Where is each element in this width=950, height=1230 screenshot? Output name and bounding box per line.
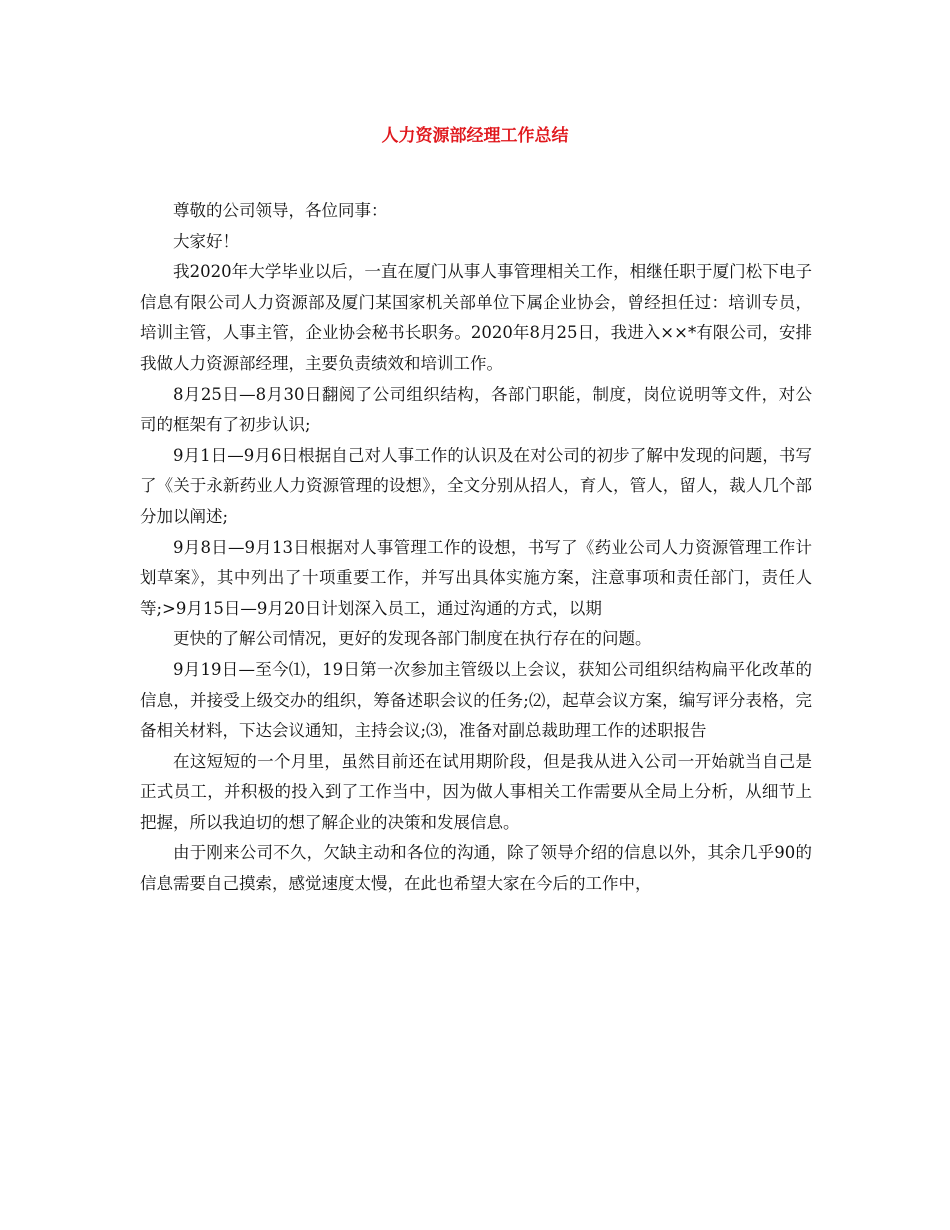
body-paragraph: 9月19日—至今⑴，19日第一次参加主管级以上会议，获知公司组织结构扁平化改革的信息，并接受上级交办的组织，筹备述职会议的任务;⑵，起草会议方案，编写评分表格，完备相关材料，下达会议通知，主持会议;⑶，准备对副总裁助理工作的述职报告 xyxy=(140,659,812,741)
document-title: 人力资源部经理工作总结 xyxy=(381,126,569,146)
body-paragraph: 在这短短的一个月里，虽然目前还在试用期阶段，但是我从进入公司一开始就当自己是正式员工，并积极的投入到了工作当中，因为做人事相关工作需要从全局上分析，从细节上把握，所以我迫切的想了解企业的决策和发展信息。 xyxy=(140,751,812,832)
document-body xyxy=(140,196,812,900)
salutation-paragraph: 尊敬的公司领导，各位同事： xyxy=(173,201,388,220)
body-paragraph: 9月1日—9月6日根据自己对人事工作的认识及在对公司的初步了解中发现的问题，书写了《关于永新药业人力资源管理的设想》，全文分别从招人，育人，管人，留人，裁人几个部分加以阐述; xyxy=(140,445,812,526)
body-paragraph: 8月25日—8月30日翻阅了公司组织结构，各部门职能，制度，岗位说明等文件，对公司的框架有了初步认识; xyxy=(140,384,812,435)
body-paragraph: 我2020年大学毕业以后，一直在厦门从事人事管理相关工作，相继任职于厦门松下电子信息有限公司人力资源部及厦门某国家机关部单位下属企业协会，曾经担任过：培训专员，培训主管，人事主管，企业协会秘书长职务。2020年8月25日，我进入××*有限公司，安排我做人力资源部经理，主要负责绩效和培训工作。 xyxy=(140,262,812,373)
greeting-paragraph: 大家好！ xyxy=(173,231,239,251)
body-paragraph: 更快的了解公司情况，更好的发现各部门制度在执行存在的问题。 xyxy=(173,629,652,649)
body-paragraph: 由于刚来公司不久，欠缺主动和各位的沟通，除了领导介绍的信息以外，其余几乎90的信息需要自己摸索，感觉速度太慢，在此也希望大家在今后的工作中， xyxy=(140,843,812,894)
body-paragraph: 9月8日—9月13日根据对人事管理工作的设想，书写了《药业公司人力资源管理工作计划草案》，其中列出了十项重要工作，并写出具体实施方案，注意事项和责任部门，责任人等;>9月15日—9月20日计划深入员工，通过沟通的方式，以期 xyxy=(140,537,812,618)
